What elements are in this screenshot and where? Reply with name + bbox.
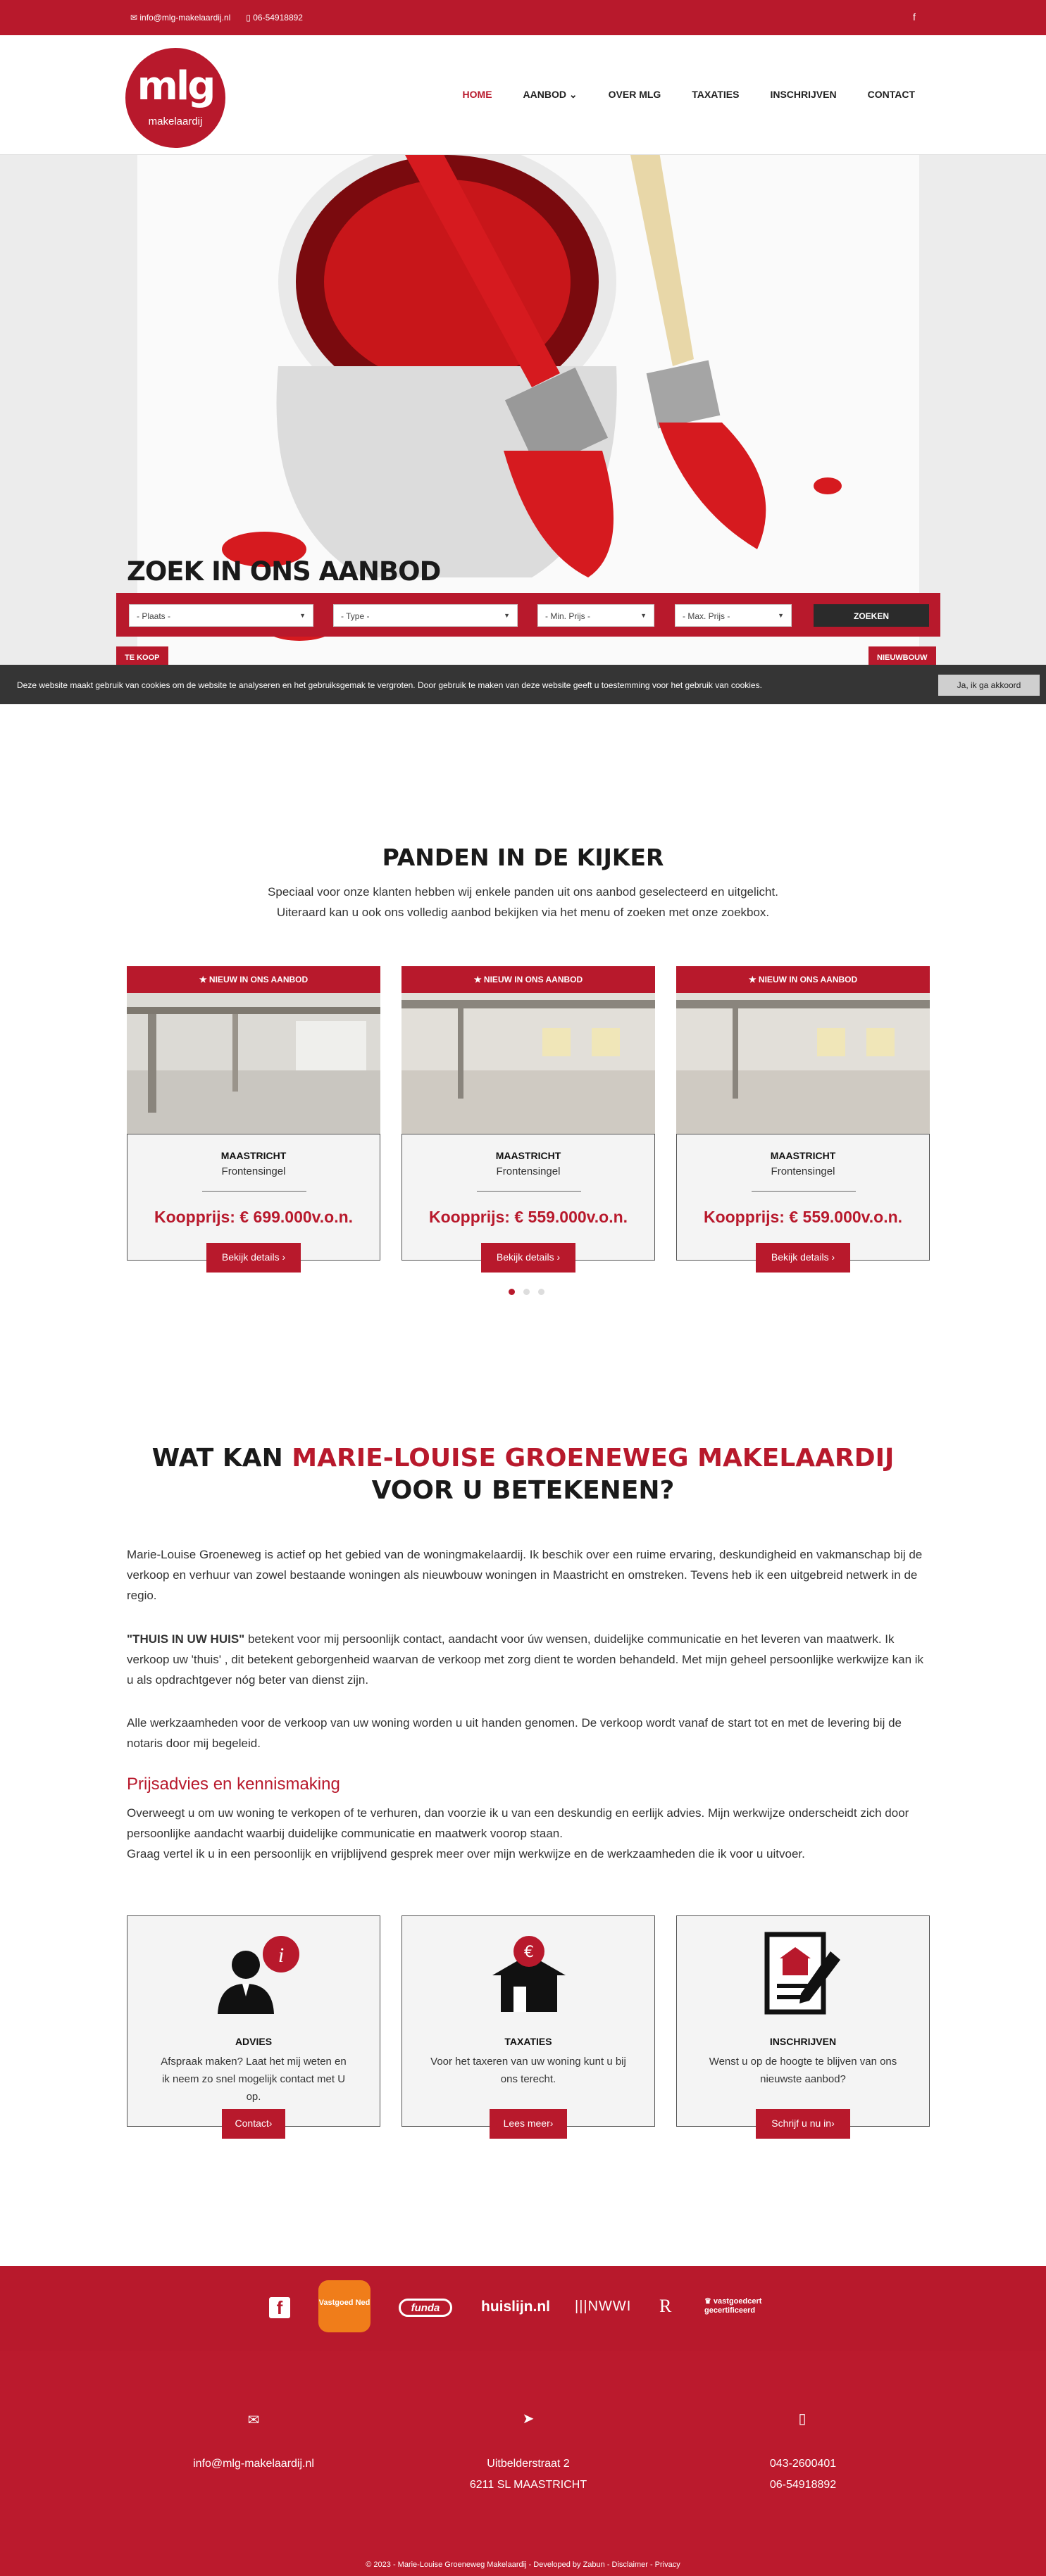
about-paragraph-4: Overweegt u om uw woning te verkopen of te verhuren, dan voorzie ik u van een deskundig en eerlijk advies. Mijn werkwijze onderscheidt zich door persoonlijke aandacht waarbij duidelijke communicatie en maatwerk voorop staan. <box>127 1806 909 1840</box>
tab-nieuwbouw[interactable]: NIEUWBOUW <box>868 646 936 668</box>
service-card-advies: i ADVIES Afspraak maken? Laat het mij weten en ik neem zo snel mogelijk contact met U op. <box>127 1915 380 2127</box>
search-bar <box>116 593 940 637</box>
search-title: ZOEK IN ONS AANBOD <box>127 556 441 587</box>
nav-aanbod[interactable]: AANBOD ⌄ <box>523 89 578 100</box>
property-card[interactable] <box>401 966 655 1261</box>
caret-down-icon: ▼ <box>640 612 647 619</box>
about-paragraph-1: Marie-Louise Groeneweg is actief op het gebied van de woningmakelaardij. Ik beschik over een ruime ervaring, deskundigheid en vakmanschap bij de verkoop en verhuur van zowel bestaande woningen als nieuwbouw woningen in Maastricht en omstreken. Tevens heb ik een uitgebreid netwerk in de regio. <box>127 1548 923 1602</box>
top-bar <box>0 0 1046 35</box>
phone-icon: ▯ <box>246 13 254 23</box>
nav-home[interactable]: HOME <box>462 89 492 100</box>
phone-link[interactable]: ▯ 06-54918892 <box>246 13 303 23</box>
mobile-icon: ▯ <box>798 2411 807 2427</box>
about-subtitle: Prijsadvies en kennismaking <box>127 1775 340 1794</box>
card-body: MAASTRICHT Frontensingel Koopprijs: € 559.000v.o.n. <box>676 1134 930 1261</box>
partner-logos <box>0 2266 1046 2351</box>
card-price: Koopprijs: € 559.000v.o.n. <box>703 1208 903 1226</box>
select-type[interactable]: - Type - ▼ <box>333 604 518 627</box>
nwwi-logo[interactable]: |||NWWI <box>575 2299 632 2314</box>
lees-meer-button[interactable]: Lees meer› <box>490 2109 567 2139</box>
envelope-icon: ✉ <box>130 13 140 23</box>
about-title: WAT KAN MARIE-LOUISE GROENEWEG MAKELAARDIJ VOOR U BETEKENEN? <box>151 1444 895 1505</box>
card-body: MAASTRICHT Frontensingel Koopprijs: € 699.000v.o.n. <box>127 1134 380 1261</box>
facebook-icon[interactable]: f <box>913 11 916 23</box>
divider <box>202 1191 306 1192</box>
card-price: Koopprijs: € 699.000v.o.n. <box>154 1208 354 1226</box>
footer-phone-1[interactable]: 043-2600401 <box>769 2458 837 2470</box>
card-badge: ★ NIEUW IN ONS AANBOD <box>748 975 858 984</box>
bekijk-details-button[interactable]: Bekijk details › <box>206 1243 301 1273</box>
carousel-dot[interactable] <box>523 1289 530 1295</box>
featured-intro-1: Speciaal voor onze klanten hebben wij enkele panden uit ons aanbod geselecteerd en uitgelicht. <box>268 885 778 899</box>
nav-taxaties[interactable]: TAXATIES <box>692 89 740 100</box>
featured-intro-2: Uiteraard kan u ook ons volledig aanbod bekijken via het menu of zoeken met onze zoekbox. <box>276 906 770 919</box>
bekijk-details-button[interactable]: Bekijk details › <box>756 1243 850 1273</box>
huislijn-logo[interactable]: huislijn.nl <box>481 2299 550 2315</box>
cookie-accept-button[interactable]: Ja, ik ga akkoord <box>938 675 1040 696</box>
copyright: © 2023 - Marie-Louise Groeneweg Makelaardij - Developed by Zabun - Disclaimer - Privacy <box>366 2561 680 2569</box>
email-link[interactable]: ✉ info@mlg-makelaardij.nl <box>130 13 231 23</box>
facebook-logo[interactable]: f <box>269 2297 290 2318</box>
property-card[interactable] <box>127 966 380 1261</box>
caret-down-icon: ▼ <box>778 612 784 619</box>
top-contact <box>130 13 303 23</box>
property-card[interactable] <box>676 966 930 1261</box>
vastgoed-nederland-logo[interactable]: Vastgoed Ned <box>318 2280 371 2332</box>
advisor-icon <box>211 1933 302 2018</box>
cookie-text: Deze website maakt gebruik van cookies om de website te analyseren en het gebruiksgemak te vergroten. Door gebruik te maken van deze website geeft u toestemming voor het gebruik van cookies. <box>17 680 762 690</box>
envelope-icon: ✉ <box>247 2413 260 2428</box>
card-badge: ★ NIEUW IN ONS AANBOD <box>199 975 309 984</box>
card-price: Koopprijs: € 559.000v.o.n. <box>428 1208 628 1226</box>
card-badge: ★ NIEUW IN ONS AANBOD <box>473 975 583 984</box>
featured-title: PANDEN IN DE KIJKER <box>382 844 664 871</box>
chevron-down-icon: ⌄ <box>566 89 578 100</box>
caret-down-icon: ▼ <box>299 612 306 619</box>
crown-icon: ♛ <box>704 2297 714 2306</box>
carousel-dots <box>509 1289 544 1295</box>
footer-email[interactable]: info@mlg-makelaardij.nl <box>193 2458 314 2470</box>
bekijk-details-button[interactable]: Bekijk details › <box>481 1243 575 1273</box>
select-max-prijs[interactable]: - Max. Prijs - ▼ <box>675 604 792 627</box>
signup-form-icon <box>760 1930 847 2018</box>
tab-te-koop[interactable]: TE KOOP <box>116 646 168 668</box>
nav-contact[interactable]: CONTACT <box>867 89 915 100</box>
carousel-dot[interactable] <box>538 1289 544 1295</box>
select-plaats[interactable]: - Plaats - ▼ <box>129 604 313 627</box>
select-min-prijs[interactable]: - Min. Prijs - ▼ <box>537 604 654 627</box>
about-paragraph-3: Alle werkzaamheden voor de verkoop van uw woning worden u uit handen genomen. De verkoop wordt vanaf de start tot en met de levering bij de notaris door mij begeleid. <box>127 1716 902 1750</box>
footer-address-city: 6211 SL MAASTRICHT <box>469 2479 587 2491</box>
svg-text:i: i <box>278 1944 285 1967</box>
caret-down-icon: ▼ <box>504 612 510 619</box>
footer-phone-2[interactable]: 06-54918892 <box>769 2479 837 2491</box>
divider <box>477 1191 581 1192</box>
nav-over-mlg[interactable]: OVER MLG <box>608 89 661 100</box>
search-button[interactable]: ZOEKEN <box>814 604 929 627</box>
logo[interactable]: mlg makelaardij <box>125 48 225 148</box>
divider <box>752 1191 856 1192</box>
vastgoedcert-logo[interactable]: ♛ vastgoedcert gecertificeerd <box>704 2297 762 2315</box>
card-body: MAASTRICHT Frontensingel Koopprijs: € 559.000v.o.n. <box>401 1134 655 1261</box>
cookie-bar <box>0 665 1046 704</box>
footer-address-street: Uitbelderstraat 2 <box>487 2458 570 2470</box>
contact-button[interactable]: Contact› <box>222 2109 285 2139</box>
schrijf-in-button[interactable]: Schrijf u nu in› <box>756 2109 850 2139</box>
nwwi-bars-icon: ||| <box>575 2299 588 2314</box>
location-arrow-icon: ➤ <box>522 2411 535 2427</box>
carousel-dot[interactable] <box>509 1289 515 1295</box>
service-card-inschrijven: INSCHRIJVEN Wenst u op de hoogte te blijven van ons nieuwste aanbod? <box>676 1915 930 2127</box>
service-card-taxaties: € TAXATIES Voor het taxeren van uw woning kunt u bij ons terecht. <box>401 1915 655 2127</box>
svg-text:€: € <box>524 1944 534 1961</box>
nav-inschrijven[interactable]: INSCHRIJVEN <box>770 89 837 100</box>
footer <box>0 2351 1046 2576</box>
about-paragraph-2: "THUIS IN UW HUIS" betekent voor mij persoonlijk contact, aandacht voor úw wensen, duidelijke communicatie en het leveren van maatwerk. Ik verkoop uw 'thuis' , dit betekent geborgenheid waarvan de verkoop met zorg dient te worden behandeld. Met mijn geheel persoonlijke werkwijze kan ik u als opdrachtgever nóg beter van dienst zijn. <box>127 1632 924 1687</box>
house-euro-icon <box>485 1933 573 2018</box>
funda-logo[interactable]: funda <box>399 2299 452 2317</box>
register-taxateurs-logo[interactable]: R <box>659 2296 672 2316</box>
main-nav <box>463 89 915 101</box>
about-paragraph-5: Graag vertel ik u in een persoonlijk en vrijblijvend gesprek meer over mijn werkwijze en de werkzaamheden die ik voor u uitvoer. <box>127 1847 805 1861</box>
